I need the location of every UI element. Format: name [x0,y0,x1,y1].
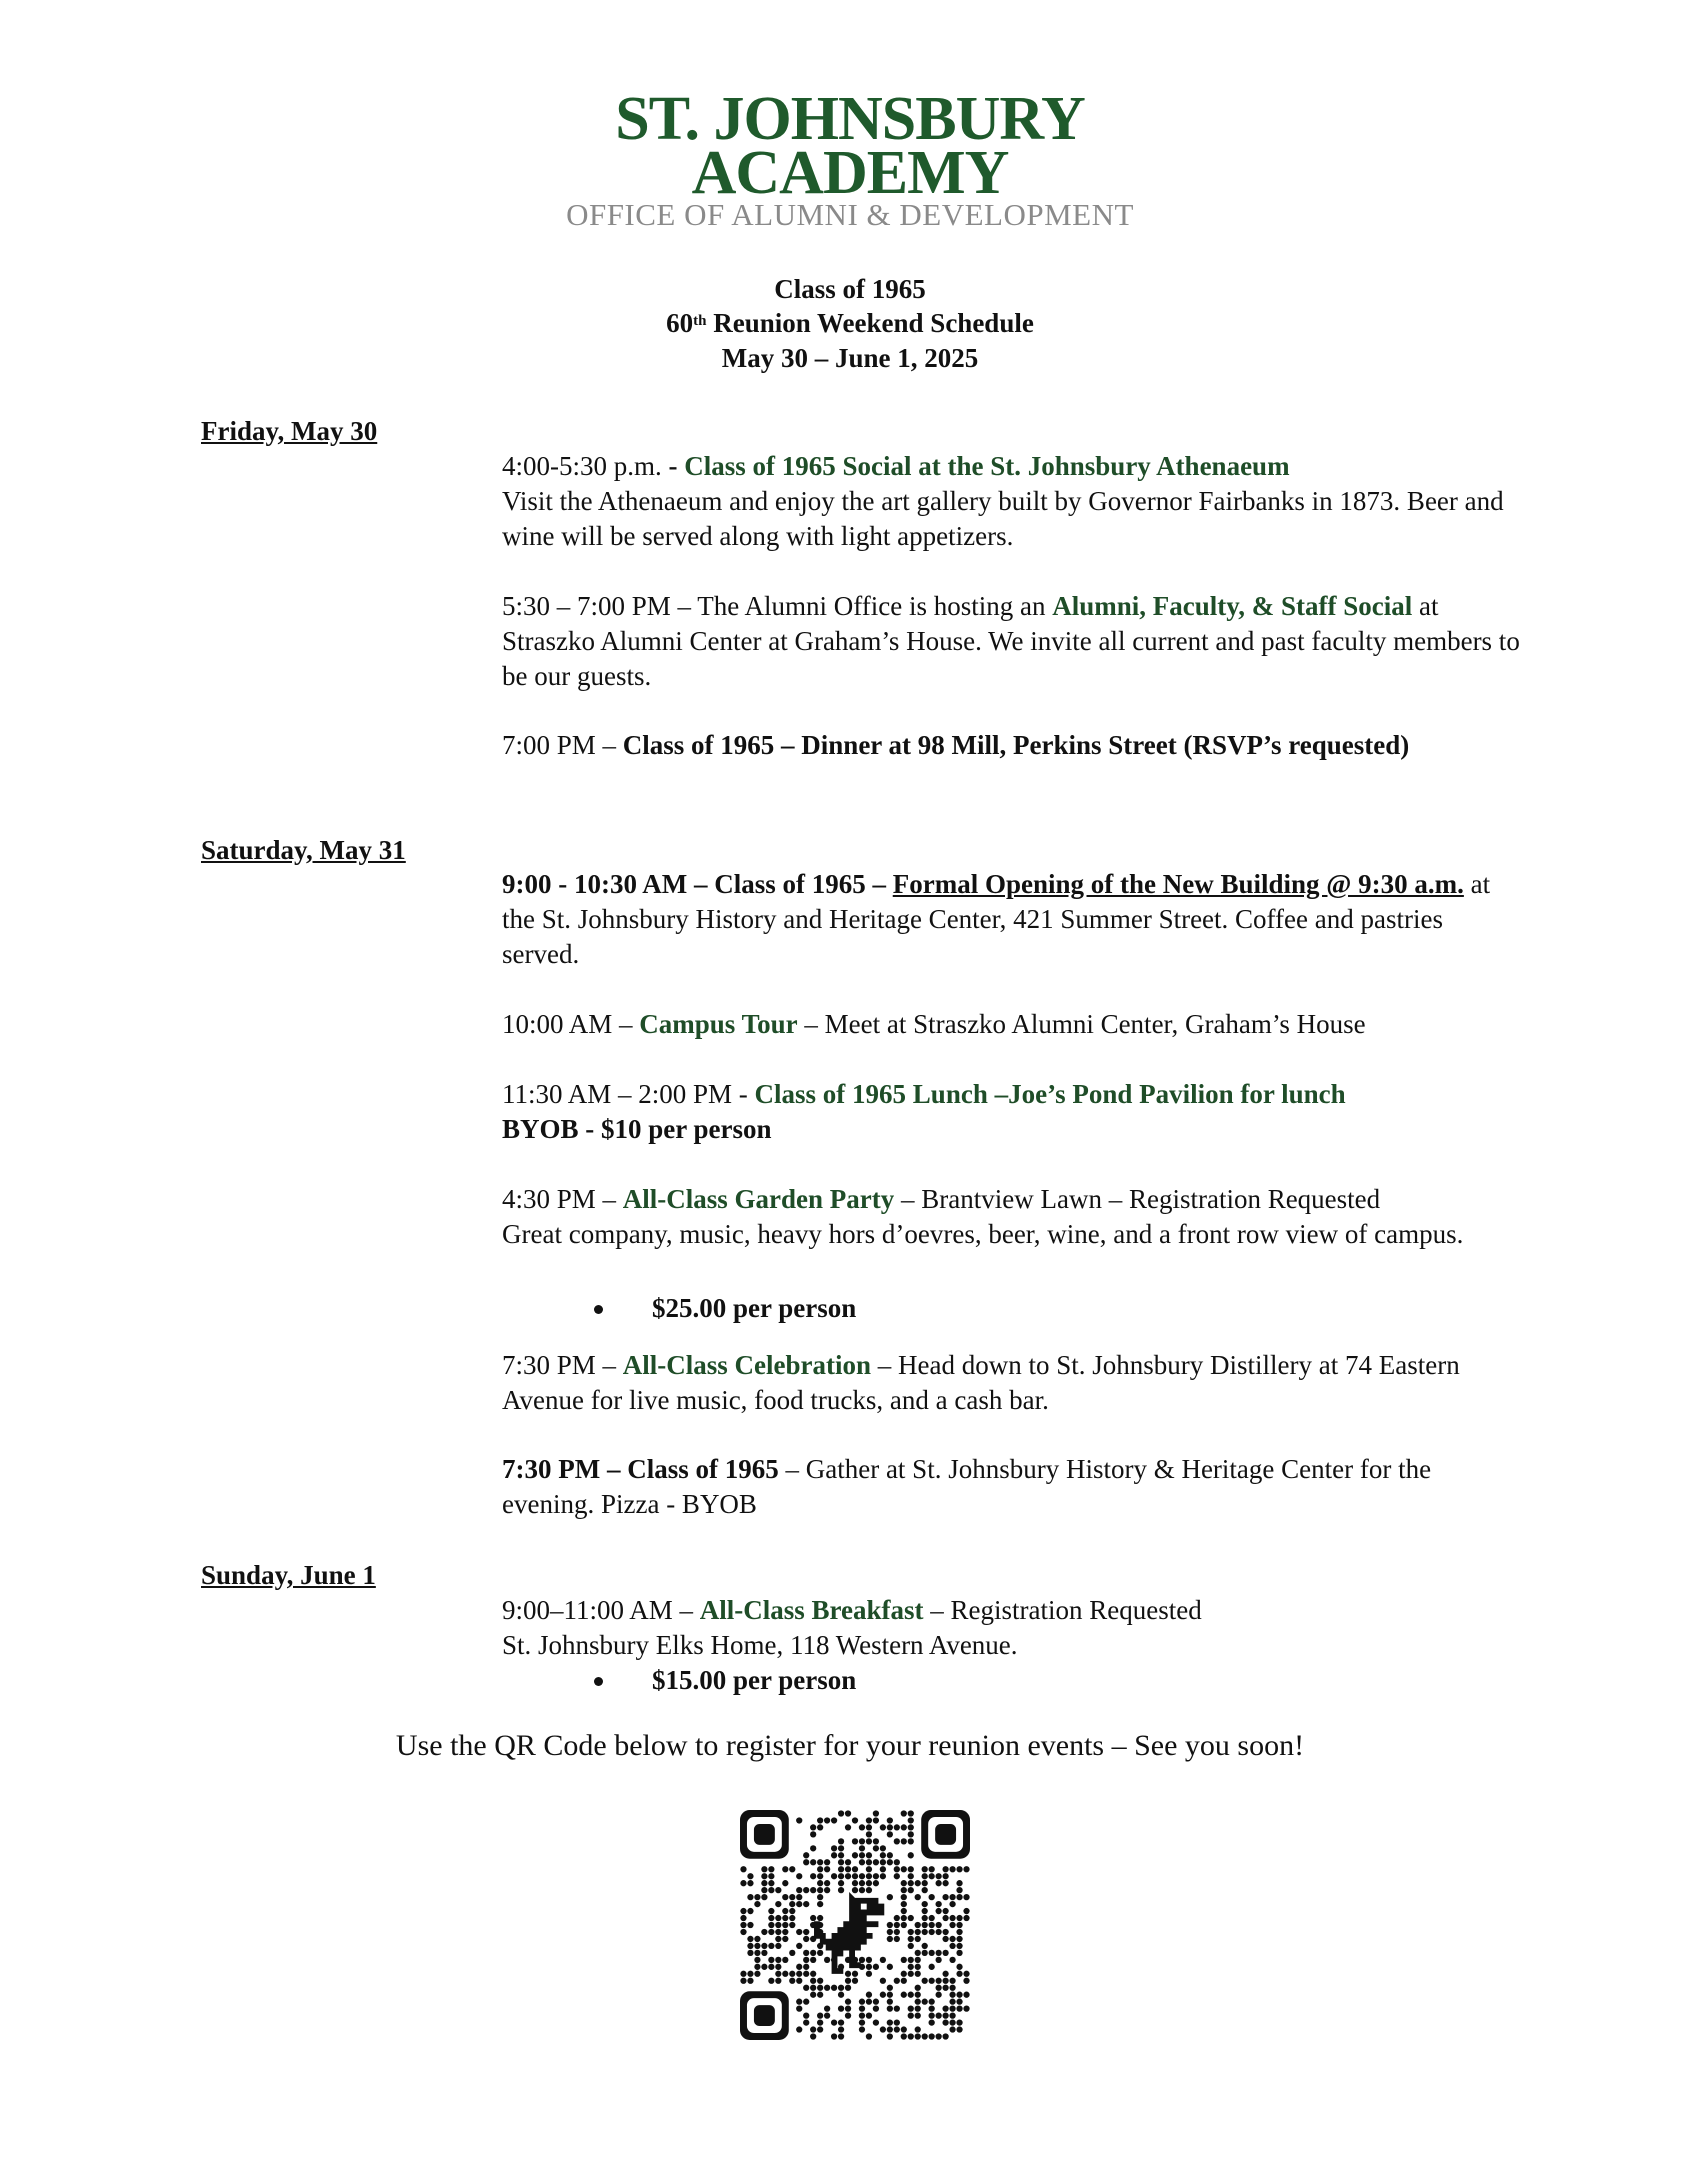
bullet-icon [594,1305,603,1314]
logo-subtitle: OFFICE OF ALUMNI & DEVELOPMENT [566,197,1134,232]
event-saturday-celebration: 7:30 PM – All-Class Celebration – Head down to St. Johnsbury Distillery at 74 Eastern Avenue for live music, food trucks, and a cash bar. [502,1350,1460,1415]
event-saturday-tour: 10:00 AM – Campus Tour – Meet at Straszko Alumni Center, Graham’s House [502,1009,1366,1039]
bullet-icon [594,1677,603,1686]
bullet-breakfast-price: $15.00 per person [600,1663,856,1698]
event-friday-faculty-social: 5:30 – 7:00 PM – The Alumni Office is hosting an Alumni, Faculty, & Staff Social at Straszko Alumni Center at Graham’s House. We invite all current and past faculty members to be our guests. [502,591,1520,691]
event-friday-social: 4:00-5:30 p.m. - Class of 1965 Social at the St. Johnsbury Athenaeum Visit the Athenaeum and enjoy the art gallery built by Governor Fairbanks in 1873. Beer and wine will be served along with light appetizers. [502,451,1504,551]
bullet-garden-party-price: $25.00 per person [600,1291,856,1326]
footer-registration-note: Use the QR Code below to register for your reunion events – See you soon! [395,1729,1305,1762]
qr-code-icon[interactable] [740,1810,970,2040]
event-saturday-evening: 7:30 PM – Class of 1965 – Gather at St. Johnsbury History & Heritage Center for the evening. Pizza - BYOB [502,1454,1432,1519]
day-heading-sunday: Sunday, June 1 [201,1560,376,1590]
event-saturday-lunch: 11:30 AM – 2:00 PM - Class of 1965 Lunch –Joe’s Pond Pavilion for lunch BYOB - $10 per person [502,1079,1346,1144]
day-heading-friday: Friday, May 30 [201,416,378,446]
day-heading-saturday: Saturday, May 31 [201,835,406,865]
header-reunion: 60th Reunion Weekend Schedule [666,308,1034,338]
event-saturday-opening: 9:00 - 10:30 AM – Class of 1965 – Formal Opening of the New Building @ 9:30 a.m. at the St. Johnsbury History and Heritage Center, 421 Summer Street. Coffee and pastries served. [502,869,1491,969]
header-class: Class of 1965 [774,274,926,304]
header-dates: May 30 – June 1, 2025 [721,343,979,373]
event-sunday-breakfast: 9:00–11:00 AM – All-Class Breakfast – Registration Requested St. Johnsbury Elks Home, 118 Western Avenue. [502,1595,1202,1660]
logo-line1: ST. JOHNSBURY [615,85,1085,153]
event-saturday-garden-party: 4:30 PM – All-Class Garden Party – Brantview Lawn – Registration Requested Great company, music, heavy hors d’oevres, beer, wine, and a front row view of campus. [502,1184,1464,1249]
logo-line2: ACADEMY [691,139,1009,207]
event-friday-dinner: 7:00 PM – Class of 1965 – Dinner at 98 Mill, Perkins Street (RSVP’s requested) [502,730,1410,760]
